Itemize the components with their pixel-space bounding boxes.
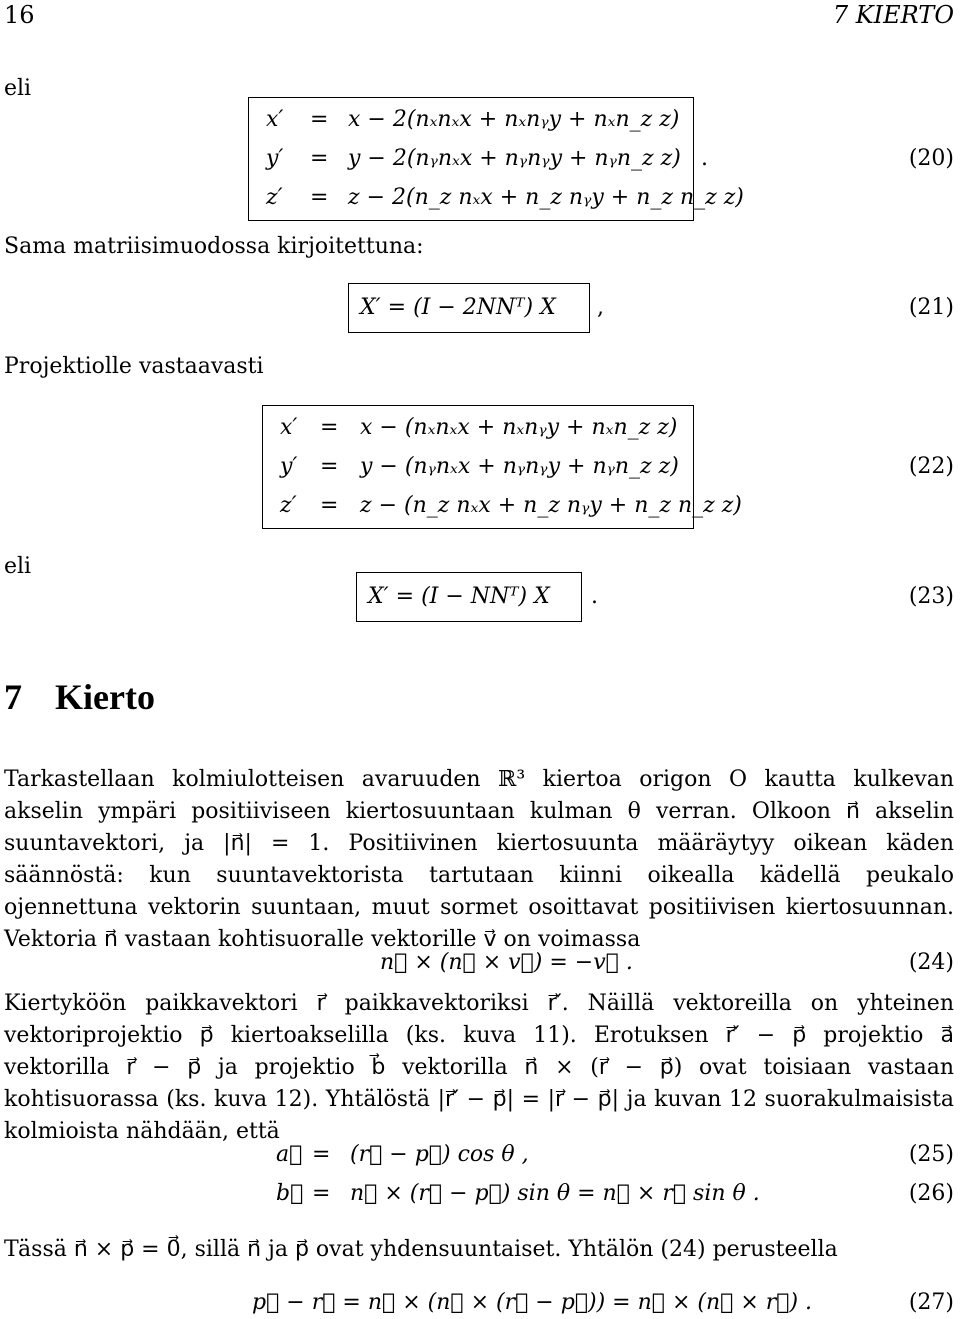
paragraph-text: Kiertyköön paikkavektori r⃗ paikkavektoriksi r⃗′. Näillä vektoreilla on yhteinen vektoriprojektio p⃗ kiertoakselilla (ks. kuva 11). Erotuksen r⃗′ − p⃗ projektio a⃗ vektorilla r⃗ − p⃗ ja projektio b⃗ vektorilla n⃗ × (r⃗ − p⃗) ovat toisiaan vastaan kohtisuorassa (ks. kuva 12). Yhtälöstä |r⃗′ − p⃗| = |r⃗ − p⃗| ja kuvan 12 suorakulmaisista kolmioista nähdään, että [4, 991, 954, 1144]
eli-label: eli [4, 76, 32, 101]
equation-lhs: z′ [266, 185, 283, 210]
equation-rhs: x − 2(nₓnₓx + nₓnᵧy + nₓn_z z) [348, 107, 680, 132]
projection-intro-text: Projektiolle vastaavasti [4, 354, 264, 379]
equals-sign: = [312, 1142, 331, 1167]
paragraph [4, 988, 954, 1148]
equation-rhs: x − (nₓnₓx + nₓnᵧy + nₓn_z z) [360, 415, 678, 440]
running-title: 7 KIERTO [832, 1, 954, 29]
equation-lhs: z′ [280, 493, 297, 518]
equation-lhs: b⃗ [276, 1181, 304, 1206]
section-number: 7 [4, 677, 22, 717]
equals-sign: = [312, 1181, 331, 1206]
equation-number: (23) [908, 584, 954, 609]
equation-number: (27) [908, 1290, 954, 1315]
equation-23: X′ = (I − NNᵀ) X [368, 584, 550, 609]
equation-24: n⃗ × (n⃗ × v⃗) = −v⃗ . [380, 950, 633, 975]
equation-number: (24) [908, 950, 954, 975]
equation-23-trail: . [591, 584, 598, 609]
section-title: Kierto [55, 677, 155, 717]
equation-number: (22) [908, 454, 954, 479]
equation-number: (20) [908, 146, 954, 171]
equals-sign: = [310, 146, 329, 171]
equals-sign: = [310, 185, 329, 210]
page-number: 16 [4, 1, 35, 29]
paragraph-text: Tarkastellaan kolmiulotteisen avaruuden ℝ³ kiertoa origon O kautta kulkevan akselin ympäri positiiviseen kiertosuuntaan kulman θ verran. Olkoon n⃗ akselin suuntavektori, ja |n⃗| = 1. Positiivinen kiertosuunta määräytyy oikean käden säännöstä: kun suuntavektorista tartutaan kiinni oikealla kädellä peukalo ojennettuna vektorin suuntaan, muut sormet osoittavat positiivisen kiertosuunnan. Vektoria n⃗ vastaan kohtisuoralle vektorille v⃗ on voimassa [4, 767, 954, 952]
matrix-intro-text: Sama matriisimuodossa kirjoitettuna: [4, 234, 424, 259]
equation-rhs: z − 2(n_z nₓx + n_z nᵧy + n_z n_z z) [348, 185, 744, 210]
equals-sign: = [320, 415, 339, 440]
equation-number: (26) [908, 1181, 954, 1206]
equation-lhs: y′ [280, 454, 298, 479]
equation-lhs: x′ [266, 107, 284, 132]
equation-lhs: a⃗ [276, 1142, 303, 1167]
paragraph [4, 1234, 954, 1266]
eli-label: eli [4, 554, 32, 579]
equation-lhs: x′ [280, 415, 298, 440]
equation-27: p⃗ − r⃗ = n⃗ × (n⃗ × (r⃗ − p⃗)) = n⃗ × (n⃗ × r⃗) . [252, 1290, 813, 1315]
equation-number: (25) [908, 1142, 954, 1167]
equals-sign: = [320, 493, 339, 518]
paragraph [4, 764, 954, 956]
equation-lhs: y′ [266, 146, 284, 171]
equation-21-trail: , [597, 295, 604, 320]
paragraph-text: Tässä n⃗ × p⃗ = 0⃗, sillä n⃗ ja p⃗ ovat yhdensuuntaiset. Yhtälön (24) perusteella [4, 1237, 838, 1262]
equation-20-trail: . [701, 146, 708, 171]
equation-rhs: z − (n_z nₓx + n_z nᵧy + n_z n_z z) [360, 493, 742, 518]
equals-sign: = [310, 107, 329, 132]
equation-rhs: (r⃗ − p⃗) cos θ , [350, 1142, 529, 1167]
equation-rhs: n⃗ × (r⃗ − p⃗) sin θ = n⃗ × r⃗ sin θ . [350, 1181, 760, 1206]
equals-sign: = [320, 454, 339, 479]
equation-rhs: y − (nᵧnₓx + nᵧnᵧy + nᵧn_z z) [360, 454, 679, 479]
section-heading [4, 676, 155, 718]
equation-21: X′ = (I − 2NNᵀ) X [360, 295, 556, 320]
equation-number: (21) [908, 295, 954, 320]
equation-rhs: y − 2(nᵧnₓx + nᵧnᵧy + nᵧn_z z) [348, 146, 681, 171]
